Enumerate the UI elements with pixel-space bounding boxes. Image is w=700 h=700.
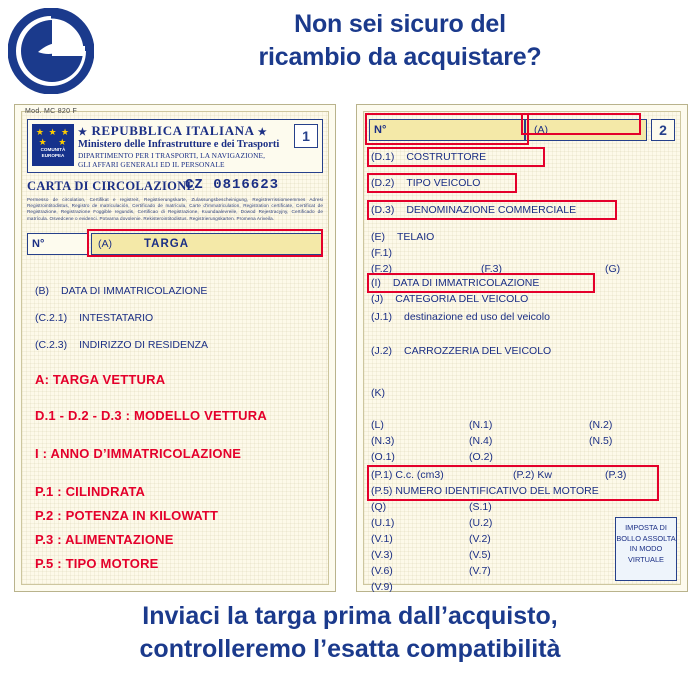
field-v3-code: (V.3) xyxy=(371,549,393,561)
field-v6-code: (V.6) xyxy=(371,565,393,577)
field-k-row xyxy=(371,387,385,399)
field-o1-code: (O.1) xyxy=(371,451,395,463)
field-d3-row xyxy=(371,204,576,216)
ministry-line-2: DIPARTIMENTO PER I TRASPORTI, LA NAVIGAZIONE, xyxy=(78,151,266,160)
headline-line-1: Non sei sicuro del xyxy=(294,10,506,38)
field-n-left: N° xyxy=(27,233,89,255)
field-u2-code: (U.2) xyxy=(469,517,493,529)
legend-item-p3: P.3 : ALIMENTAZIONE xyxy=(35,532,174,547)
field-j1-row xyxy=(371,311,550,323)
field-f1-row xyxy=(371,247,392,259)
document-page-right xyxy=(356,104,688,592)
field-a-targa xyxy=(91,233,323,255)
field-p3-row: (P.3) xyxy=(605,469,627,481)
legend-item-d: D.1 - D.2 - D.3 : MODELLO VETTURA xyxy=(35,408,267,423)
field-f2-row xyxy=(371,263,392,275)
field-n-right: N° xyxy=(369,119,525,141)
field-f3-code: (F.3) xyxy=(481,263,502,275)
circular-e-logo-icon xyxy=(8,8,94,94)
field-j-label: CATEGORIA DEL VEICOLO xyxy=(395,293,529,305)
legend-item-p2: P.2 : POTENZA IN KILOWATT xyxy=(35,508,219,523)
field-c21-code: (C.2.1) xyxy=(35,312,68,324)
eu-stars-glyph: ★ ★ ★ ★ ★ xyxy=(35,127,71,147)
field-j1-code: (J.1) xyxy=(371,311,392,323)
field-c21-row xyxy=(35,312,153,324)
star-icon-2: ★ xyxy=(257,127,268,138)
document-number: CZ 0816623 xyxy=(185,177,280,193)
field-d1-code: (D.1) xyxy=(371,151,395,163)
field-b-row xyxy=(35,285,207,297)
document-page-left xyxy=(14,104,336,592)
republic-title-text: REPUBBLICA ITALIANA xyxy=(91,123,254,138)
field-f2-code: (F.2) xyxy=(371,263,392,275)
legend-item-i: I : ANNO D’IMMATRICOLAZIONE xyxy=(35,446,242,461)
field-d2-label: TIPO VEICOLO xyxy=(406,177,481,189)
field-n1-code: (N.1) xyxy=(469,419,493,431)
ministry-line-3: GLI AFFARI GENERALI ED IL PERSONALE xyxy=(78,160,225,169)
field-j-code: (J) xyxy=(371,293,384,305)
field-f1-code: (F.1) xyxy=(371,247,392,259)
field-j2-code: (J.2) xyxy=(371,345,392,357)
field-v2-code: (V.2) xyxy=(469,533,491,545)
fine-print-block: Permesso de circolation, Certifikat e registreit, Registrierungskarte, Zulassungsbescheinigung, Registrerrissiomeemmes Adresi Registrointitodistus, Registro de matriculación, Certificado de matrícula, Carte d'immatriculation, Registration certificate, Certificat de Registrazione, Registrazione Foggible regundis, Certificao di Registrazione, Kuundaalevreile, Dowod Rejestracyjny, Certificado de matrícula. Osvedcene o evidenci. Potvarna dovolenie. Rekisterointitodistus. Registrierungskarten. Promena Ariveila. xyxy=(27,197,323,221)
field-s1-code: (S.1) xyxy=(469,501,492,513)
ministry-line-1: Ministero delle Infrastrutture e dei Trasporti xyxy=(78,139,280,150)
field-u1-code: (U.1) xyxy=(371,517,395,529)
footer-banner xyxy=(0,600,700,666)
field-d3-code: (D.3) xyxy=(371,204,395,216)
field-d1-label: COSTRUTTORE xyxy=(406,151,487,163)
footer-line-1: Inviaci la targa prima dall’acquisto, xyxy=(142,602,558,630)
headline-line-2: ricambio da acquistare? xyxy=(258,43,542,71)
field-c21-label: INTESTATARIO xyxy=(79,312,154,324)
field-d2-code: (D.2) xyxy=(371,177,395,189)
field-p2-row: (P.2) Kw xyxy=(513,469,552,481)
field-v7-code: (V.7) xyxy=(469,565,491,577)
field-o2-code: (O.2) xyxy=(469,451,493,463)
field-e-label: TELAIO xyxy=(397,231,435,243)
field-l-code: (L) xyxy=(371,419,384,431)
field-k-code: (K) xyxy=(371,387,385,399)
field-v5-code: (V.5) xyxy=(469,549,491,561)
field-d1-row xyxy=(371,151,486,163)
star-icon: ★ xyxy=(78,127,88,138)
field-n2-code: (N.2) xyxy=(589,419,613,431)
field-d2-row xyxy=(371,177,480,189)
field-e-row xyxy=(371,231,434,243)
field-p1-row: (P.1) C.c. (cm3) xyxy=(371,469,444,481)
page-title xyxy=(110,8,690,74)
stamp-box: IMPOSTA DI BOLLO ASSOLTA IN MODO VIRTUALE xyxy=(615,517,677,581)
field-n5-code: (N.5) xyxy=(589,435,613,447)
legend-item-p1: P.1 : CILINDRATA xyxy=(35,484,146,499)
field-i-row xyxy=(371,277,539,289)
field-b-code: (B) xyxy=(35,285,49,297)
header-banner xyxy=(0,0,700,100)
field-v1-code: (V.1) xyxy=(371,533,393,545)
mod-code-label: Mod. MC 820 F xyxy=(25,108,78,115)
field-n4-code: (N.4) xyxy=(469,435,493,447)
field-e-code: (E) xyxy=(371,231,385,243)
field-p5-row: (P.5) NUMERO IDENTIFICATIVO DEL MOTORE xyxy=(371,485,599,497)
footer-line-2: controlleremo l’esatta compatibilità xyxy=(139,635,561,663)
field-q-code: (Q) xyxy=(371,501,387,513)
legend-item-a: A: TARGA VETTURA xyxy=(35,372,166,387)
field-a-right: (A) xyxy=(525,119,647,141)
field-n3-code: (N.3) xyxy=(371,435,395,447)
field-d3-label: DENOMINAZIONE COMMERCIALE xyxy=(406,204,577,216)
page-number-right: 2 xyxy=(651,119,675,141)
field-a-value: TARGA xyxy=(144,238,190,250)
legend-item-p5: P.5 : TIPO MOTORE xyxy=(35,556,159,571)
field-j-row xyxy=(371,293,528,305)
document-title: CARTA DI CIRCOLAZIONE xyxy=(27,179,196,193)
field-j2-label: CARROZZERIA DEL VEICOLO xyxy=(404,345,552,357)
field-g-code: (G) xyxy=(605,263,621,275)
field-c23-code: (C.2.3) xyxy=(35,339,68,351)
field-i-code: (I) xyxy=(371,277,381,289)
republic-title xyxy=(78,123,267,139)
field-a-code: (A) xyxy=(98,238,112,250)
field-j1-label: destinazione ed uso del veicolo xyxy=(404,311,550,323)
field-c23-row xyxy=(35,339,208,351)
page-number-left: 1 xyxy=(294,124,318,148)
eu-flag-icon xyxy=(32,124,74,166)
field-c23-label: INDIRIZZO DI RESIDENZA xyxy=(79,339,209,351)
field-v9-code: (V.9) xyxy=(371,581,393,593)
eu-label: COMUNITÀ EUROPEA xyxy=(40,147,66,158)
field-j2-row xyxy=(371,345,551,357)
field-b-label: DATA DI IMMATRICOLAZIONE xyxy=(61,285,208,297)
field-i-label: DATA DI IMMATRICOLAZIONE xyxy=(392,277,540,289)
document-header-left xyxy=(27,119,323,173)
